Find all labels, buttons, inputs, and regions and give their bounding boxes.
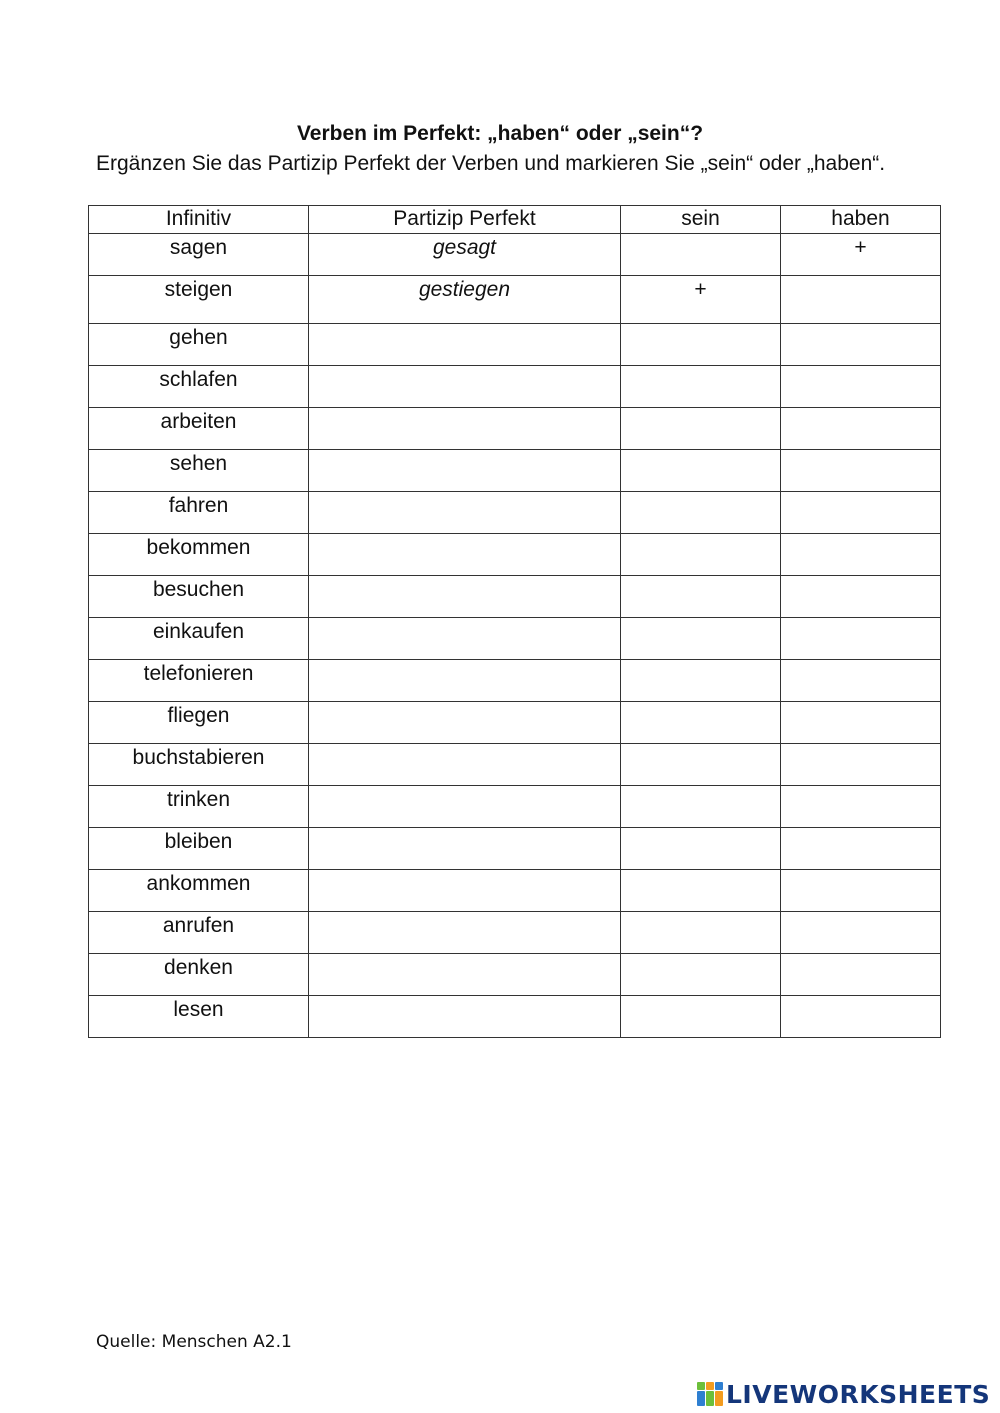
infinitiv-cell: ankommen [89, 870, 309, 912]
infinitiv-cell: arbeiten [89, 408, 309, 450]
sein-cell[interactable] [621, 744, 781, 786]
table-row [89, 744, 941, 786]
table-row [89, 534, 941, 576]
infinitiv-cell: steigen [89, 276, 309, 324]
infinitiv-cell: anrufen [89, 912, 309, 954]
sein-cell[interactable] [621, 870, 781, 912]
infinitiv-cell: telefonieren [89, 660, 309, 702]
sein-cell[interactable] [621, 954, 781, 996]
infinitiv-cell: fahren [89, 492, 309, 534]
partizip-cell[interactable] [309, 366, 621, 408]
partizip-cell[interactable] [309, 744, 621, 786]
infinitiv-cell: buchstabieren [89, 744, 309, 786]
table-row [89, 870, 941, 912]
haben-cell [781, 276, 941, 324]
infinitiv-cell: bleiben [89, 828, 309, 870]
partizip-cell[interactable] [309, 618, 621, 660]
partizip-cell[interactable] [309, 492, 621, 534]
haben-cell[interactable] [781, 744, 941, 786]
haben-cell[interactable] [781, 660, 941, 702]
sein-cell[interactable] [621, 912, 781, 954]
source-note: Quelle: Menschen A2.1 [96, 1332, 292, 1352]
haben-cell[interactable] [781, 408, 941, 450]
haben-cell[interactable] [781, 534, 941, 576]
infinitiv-cell: einkaufen [89, 618, 309, 660]
column-header-sein: sein [621, 206, 781, 234]
table-row [89, 450, 941, 492]
column-header-haben: haben [781, 206, 941, 234]
liveworksheets-logo-icon [696, 1380, 724, 1408]
infinitiv-cell: trinken [89, 786, 309, 828]
infinitiv-cell: denken [89, 954, 309, 996]
sein-cell[interactable] [621, 618, 781, 660]
sein-cell[interactable] [621, 492, 781, 534]
table-row [89, 618, 941, 660]
verb-table-body [89, 234, 941, 1038]
haben-cell[interactable] [781, 828, 941, 870]
partizip-cell[interactable] [309, 996, 621, 1038]
table-row [89, 660, 941, 702]
table-row [89, 786, 941, 828]
table-row [89, 702, 941, 744]
haben-cell[interactable] [781, 450, 941, 492]
partizip-cell[interactable] [309, 576, 621, 618]
haben-cell: + [781, 234, 941, 276]
partizip-cell[interactable] [309, 954, 621, 996]
sein-cell[interactable] [621, 450, 781, 492]
sein-cell[interactable] [621, 576, 781, 618]
verb-table [88, 205, 941, 1038]
haben-cell[interactable] [781, 786, 941, 828]
partizip-cell[interactable] [309, 702, 621, 744]
partizip-cell[interactable] [309, 828, 621, 870]
partizip-cell[interactable] [309, 324, 621, 366]
table-row [89, 324, 941, 366]
worksheet-title: Verben im Perfekt: „haben“ oder „sein“? [296, 122, 704, 145]
infinitiv-cell: fliegen [89, 702, 309, 744]
table-row [89, 234, 941, 276]
sein-cell[interactable] [621, 786, 781, 828]
instruction-text: Ergänzen Sie das Partizip Perfekt der Verben und markieren Sie „sein“ oder „haben“. [96, 152, 886, 175]
infinitiv-cell: besuchen [89, 576, 309, 618]
column-header-infinitiv: Infinitiv [89, 206, 309, 234]
table-row [89, 366, 941, 408]
table-row [89, 912, 941, 954]
partizip-cell: gesagt [309, 234, 621, 276]
table-row [89, 954, 941, 996]
infinitiv-cell: sehen [89, 450, 309, 492]
sein-cell [621, 234, 781, 276]
partizip-cell[interactable] [309, 408, 621, 450]
sein-cell[interactable] [621, 702, 781, 744]
sein-cell[interactable] [621, 534, 781, 576]
partizip-cell[interactable] [309, 870, 621, 912]
table-header-row [89, 206, 941, 234]
haben-cell[interactable] [781, 870, 941, 912]
partizip-cell[interactable] [309, 912, 621, 954]
infinitiv-cell: bekommen [89, 534, 309, 576]
liveworksheets-brand [696, 1378, 990, 1410]
table-row [89, 996, 941, 1038]
partizip-cell[interactable] [309, 660, 621, 702]
infinitiv-cell: gehen [89, 324, 309, 366]
haben-cell[interactable] [781, 996, 941, 1038]
haben-cell[interactable] [781, 618, 941, 660]
sein-cell[interactable] [621, 366, 781, 408]
infinitiv-cell: schlafen [89, 366, 309, 408]
sein-cell[interactable] [621, 996, 781, 1038]
infinitiv-cell: lesen [89, 996, 309, 1038]
haben-cell[interactable] [781, 492, 941, 534]
table-row [89, 492, 941, 534]
table-row [89, 276, 941, 324]
partizip-cell: gestiegen [309, 276, 621, 324]
haben-cell[interactable] [781, 324, 941, 366]
partizip-cell[interactable] [309, 450, 621, 492]
infinitiv-cell: sagen [89, 234, 309, 276]
partizip-cell[interactable] [309, 534, 621, 576]
haben-cell[interactable] [781, 954, 941, 996]
sein-cell: + [621, 276, 781, 324]
sein-cell[interactable] [621, 660, 781, 702]
sein-cell[interactable] [621, 408, 781, 450]
haben-cell[interactable] [781, 912, 941, 954]
table-row [89, 828, 941, 870]
haben-cell[interactable] [781, 576, 941, 618]
table-row [89, 576, 941, 618]
sein-cell[interactable] [621, 828, 781, 870]
partizip-cell[interactable] [309, 786, 621, 828]
column-header-partizip: Partizip Perfekt [309, 206, 621, 234]
haben-cell[interactable] [781, 702, 941, 744]
brand-text: LIVEWORKSHEETS [726, 1379, 991, 1409]
haben-cell[interactable] [781, 366, 941, 408]
table-row [89, 408, 941, 450]
sein-cell[interactable] [621, 324, 781, 366]
